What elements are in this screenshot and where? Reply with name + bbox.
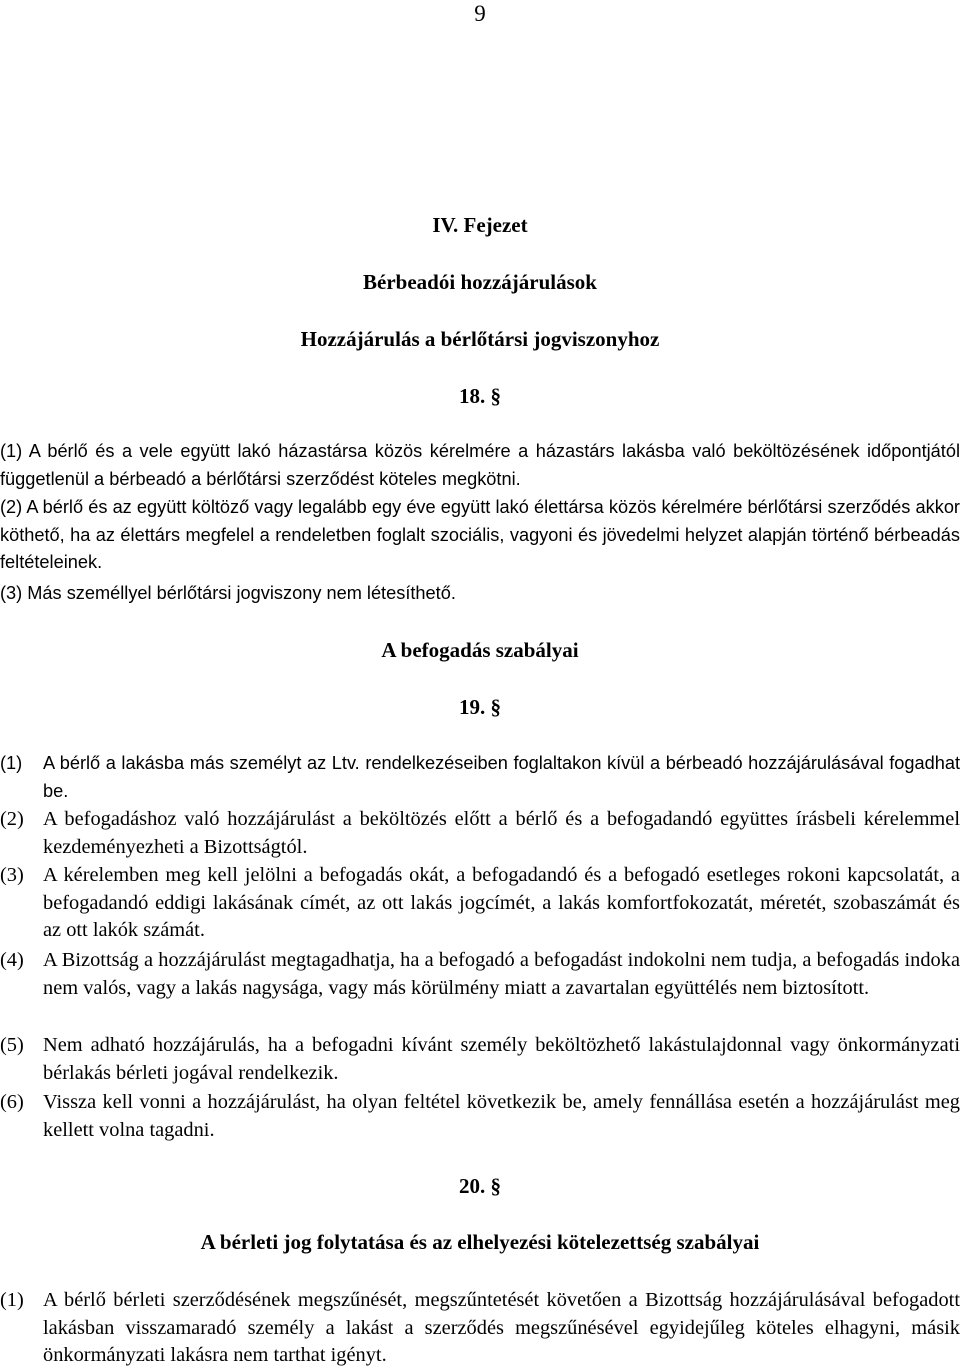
section-number-19: 19. § <box>459 695 501 719</box>
page-number: 9 <box>474 1 486 26</box>
chapter-heading: IV. Fejezet <box>432 213 528 237</box>
sec19-para-4: (4) A Bizottság a hozzájárulást megtagadhatja, ha a befogadó a befogadást indokolni nem tudja, a befogadás indoka nem valós, vagy a lakás nagysága, vagy más körülmény miatt a zavartalan együttélés nem biztosított. <box>0 949 960 999</box>
section-title-bertarsi: Hozzájárulás a bérlőtársi jogviszonyhoz <box>300 327 660 351</box>
section-title-berleti-jog: A bérleti jog folytatása és az elhelyezési kötelezettség szabályai <box>200 1230 760 1254</box>
section-sign-icon: § <box>490 384 501 408</box>
sec19-para-5: (5) Nem adható hozzájárulás, ha a befogadni kívánt személy beköltözhető lakástulajdonnal vagy önkormányzati bérlakás bérleti jogával rendelkezik. <box>0 1034 960 1084</box>
sec19-para-6: (6) Vissza kell vonni a hozzájárulást, ha olyan feltétel következik be, amely fennállása esetén a hozzájárulást meg kellett volna tagadni. <box>0 1091 960 1141</box>
section-number-20: 20. § <box>459 1174 501 1198</box>
sec19-para-1: (1) A bérlő a lakásba más személyt az Ltv. rendelkezéseiben foglaltakon kívül a bérbeadó hozzájárulásával fogadhat be. <box>0 753 960 801</box>
chapter-title: Bérbeadói hozzájárulások <box>363 270 597 294</box>
sec18-para-2: (2) A bérlő és az együtt költöző vagy legalább egy éve együtt lakó élettársa közös kérelmére bérlőtársi szerződés akkor köthető, ha az élettárs megfelel a rendeletben foglalt szociális, vagyoni és jövedelmi helyzet alapján történő bérbeadás feltételeinek. <box>0 497 960 572</box>
sec19-para-3: (3) A kérelemben meg kell jelölni a befogadás okát, a befogadandó és a befogadó esetleges rokoni kapcsolatát, a befogadandó eddigi lakásának címét, az ott lakás jogcímét, a lakás komfortfokozatát, méretét, szobaszámát és az ott lakók számát. <box>0 864 960 941</box>
section-sign-icon: § <box>490 1174 501 1198</box>
section-sign-icon: § <box>490 695 501 719</box>
sec18-para-1: (1) A bérlő és a vele együtt lakó házastársa közös kérelmére a házastárs lakásba való beköltözésének időpontjától függetlenül a bérbeadó a bérlőtársi szerződést köteles megkötni. <box>0 441 960 489</box>
section-number-18: 18. § <box>459 384 501 408</box>
sec19-para-2: (2) A befogadáshoz való hozzájárulást a beköltözés előtt a bérlő és a befogadandó együttes írásbeli kérelemmel kezdeményezheti a Bizottságtól. <box>0 808 960 858</box>
section-title-befogadas: A befogadás szabályai <box>381 638 579 662</box>
sec20-para-1: (1) A bérlő bérleti szerződésének megszűnését, megszűntetését követően a Bizottság hozzájárulásával befogadott lakásban visszamaradó személy a lakást a szerződés megszűnésével egyidejűleg köteles elhagyni, másik önkormányzati lakásra nem tarthat igényt. <box>0 1289 960 1366</box>
sec18-para-3: (3) Más személlyel bérlőtársi jogviszony nem létesíthető. <box>0 583 456 603</box>
